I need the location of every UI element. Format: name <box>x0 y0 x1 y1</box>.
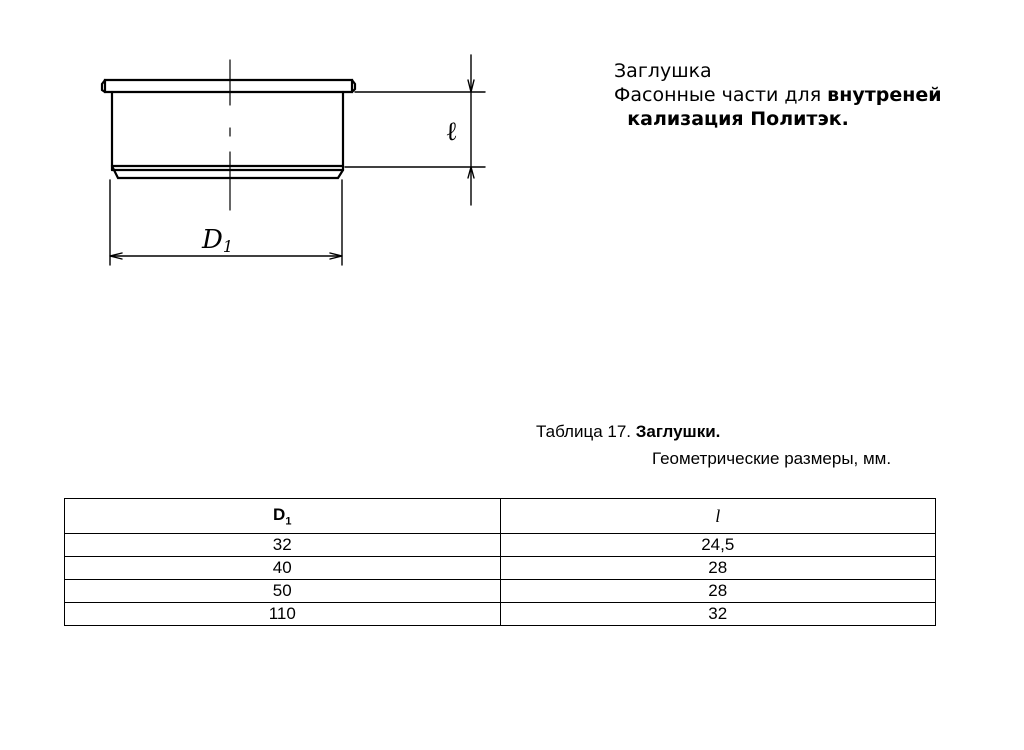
cap-technical-drawing <box>90 40 510 280</box>
header-d1: $D_1$ <box>65 499 501 534</box>
cell-d1: 110 <box>65 603 501 626</box>
product-heading <box>614 59 942 131</box>
cell-l: 28 <box>500 580 936 603</box>
cell-d1: 40 <box>65 557 501 580</box>
table-caption: Таблица 17. Заглушки. <box>536 422 721 441</box>
table-row <box>65 603 936 626</box>
header-l: l <box>500 499 936 534</box>
cell-d1: 32 <box>65 534 501 557</box>
cell-l: 32 <box>500 603 936 626</box>
table-row <box>65 580 936 603</box>
heading-subtitle-continued: кализация Политэк. <box>614 108 849 130</box>
heading-title: Заглушка <box>614 60 712 82</box>
dimension-l-label: ℓ <box>443 116 459 148</box>
dimension-d1-label: D1 <box>202 225 234 256</box>
heading-subtitle: Фасонные части для внутреней <box>614 84 942 106</box>
cell-l: 28 <box>500 557 936 580</box>
table-subtitle: Геометрические размеры, мм. <box>652 449 892 468</box>
cell-d1: 50 <box>65 580 501 603</box>
table-row <box>65 557 936 580</box>
dimensions-table <box>64 498 936 626</box>
table-header-row <box>65 499 936 534</box>
table-row <box>65 534 936 557</box>
cell-l: 24,5 <box>500 534 936 557</box>
